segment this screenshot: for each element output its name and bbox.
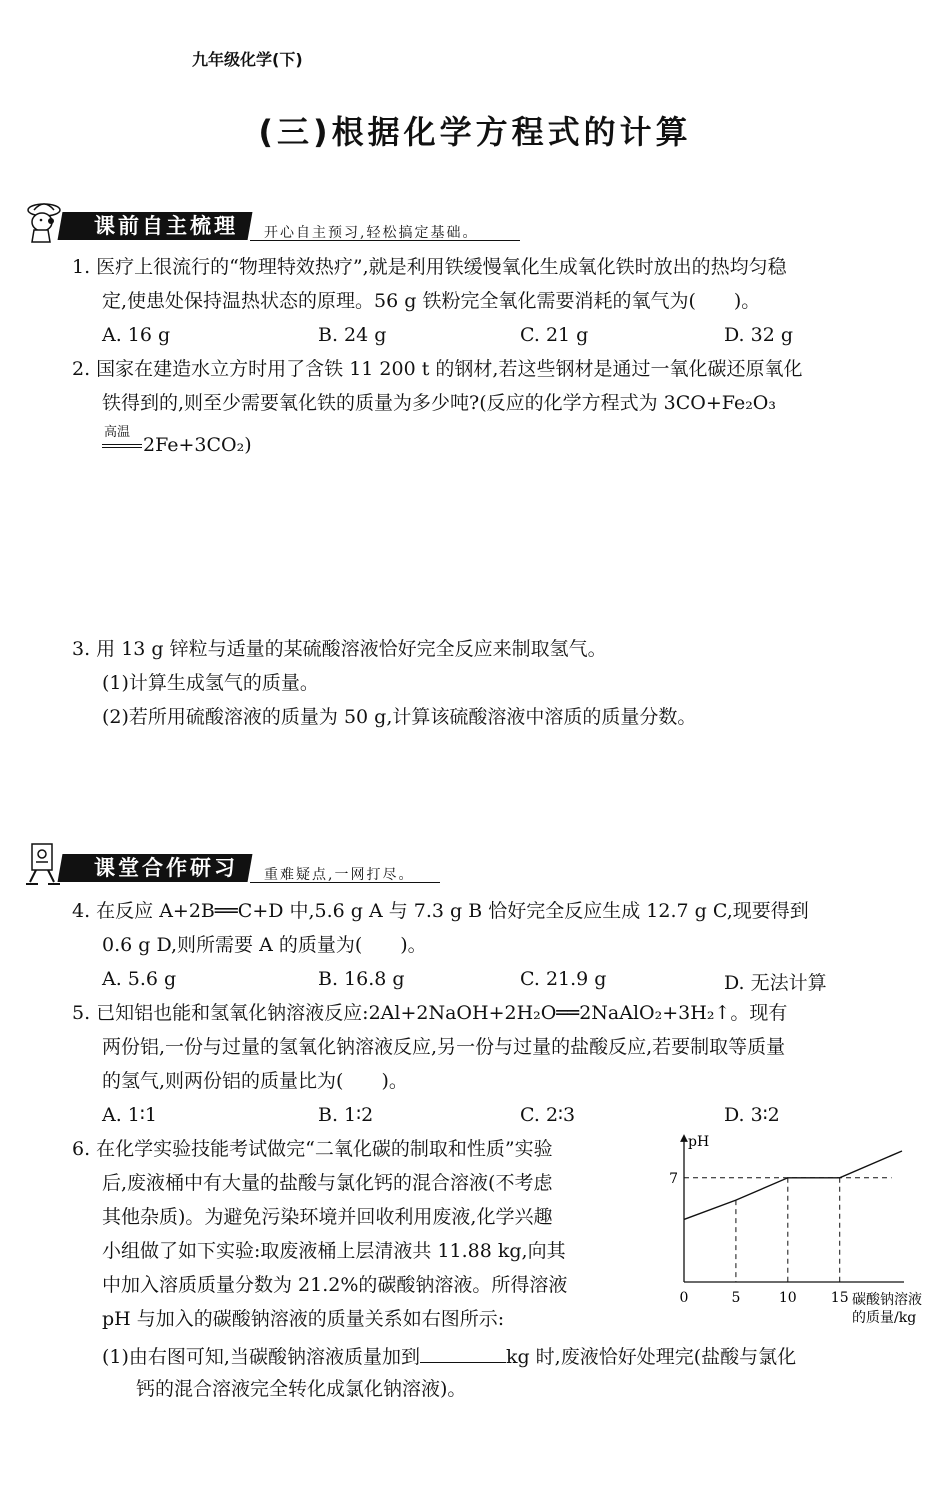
- q6-line1: 6. 在化学实验技能考试做完“二氧化碳的制取和性质”实验: [72, 1138, 553, 1160]
- q6-line5: 中加入溶质质量分数为 21.2%的碳酸钠溶液。所得溶液: [102, 1274, 568, 1296]
- q4-line1: 4. 在反应 A+2B══C+D 中,5.6 g A 与 7.3 g B 恰好完全反应生成 12.7 g C,现要得到: [72, 900, 809, 922]
- ph-chart: [664, 1132, 944, 1332]
- section-label: 课前自主梳理: [58, 212, 253, 240]
- q2-condition: 高温: [104, 425, 131, 440]
- q4-option-d: D. 无法计算: [724, 972, 827, 994]
- q5-option-c: C. 2∶3: [520, 1104, 576, 1126]
- x-axis-label-line1: 碳酸钠溶液: [852, 1292, 922, 1308]
- q4-option-a: A. 5.6 g: [102, 968, 177, 990]
- q5-option-a: A. 1∶1: [102, 1104, 157, 1126]
- x-tick-label: 10: [778, 1290, 797, 1306]
- q6-sub1-post: kg 时,废液恰好处理完(盐酸与氯化: [505, 1346, 797, 1368]
- q4-line2: 0.6 g D,则所需要 A 的质量为( )。: [102, 934, 427, 956]
- section-subtitle: 开心自主预习,轻松搞定基础。: [264, 225, 479, 241]
- q1-line2: 定,使患处保持温热状态的原理。56 g 铁粉完全氧化需要消耗的氧气为( )。: [102, 290, 761, 312]
- equals-sign: [102, 444, 142, 448]
- q5-line2: 两份铝,一份与过量的氢氧化钠溶液反应,另一份与过量的盐酸反应,若要制取等质量: [102, 1036, 786, 1058]
- book-header: 九年级化学(下): [192, 50, 303, 69]
- x-axis-label-line2: 的质量/kg: [852, 1310, 917, 1326]
- q1-option-d: D. 32 g: [724, 324, 794, 346]
- q6-line4: 小组做了如下实验:取废液桶上层清液共 11.88 kg,向其: [102, 1240, 566, 1262]
- q5-line1: 5. 已知铝也能和氢氧化钠溶液反应:2Al+2NaOH+2H₂O══2NaAlO₂+3H₂↑。现有: [72, 1002, 788, 1024]
- q5-option-d: D. 3∶2: [724, 1104, 780, 1126]
- q5-line3: 的氢气,则两份铝的质量比为( )。: [102, 1070, 408, 1092]
- section-label: 课堂合作研习: [58, 854, 253, 882]
- q1-option-b: B. 24 g: [318, 324, 387, 346]
- q5-option-b: B. 1∶2: [318, 1104, 374, 1126]
- q6-sub1: [102, 1346, 796, 1367]
- q6-sub1-line2: 钙的混合溶液完全转化成氯化钠溶液)。: [136, 1378, 467, 1400]
- q6-sub1-pre: (1)由右图可知,当碳酸钠溶液质量加到: [102, 1346, 420, 1368]
- section-banner-preview: [0, 208, 950, 242]
- q2-line2: 铁得到的,则至少需要氧化铁的质量为多少吨?(反应的化学方程式为 3CO+Fe₂O₃: [102, 392, 777, 414]
- q1-line1: 1. 医疗上很流行的“物理特效热疗”,就是利用铁缓慢氧化生成氧化铁时放出的热均匀稳: [72, 256, 787, 278]
- q3-line1: 3. 用 13 g 锌粒与适量的某硫酸溶液恰好完全反应来制取氢气。: [72, 638, 607, 660]
- q6-line2: 后,废液桶中有大量的盐酸与氯化钙的混合溶液(不考虑: [102, 1172, 553, 1194]
- q2-line1: 2. 国家在建造水立方时用了含铁 11 200 t 的钢材,若这些钢材是通过一氧化碳还原氧化: [72, 358, 803, 380]
- q6-line6: pH 与加入的碳酸钠溶液的质量关系如右图所示:: [102, 1308, 505, 1330]
- q1-option-a: A. 16 g: [102, 324, 171, 346]
- q1-option-c: C. 21 g: [520, 324, 589, 346]
- x-tick-label: 5: [731, 1290, 741, 1306]
- ph-series-line: [684, 1151, 902, 1219]
- x-tick-label: 0: [679, 1290, 689, 1306]
- page-title: (三)根据化学方程式的计算: [258, 113, 692, 151]
- q3-line3: (2)若所用硫酸溶液的质量为 50 g,计算该硫酸溶液中溶质的质量分数。: [102, 706, 697, 728]
- section-subtitle: 重难疑点,一网打尽。: [264, 867, 415, 883]
- y-axis-label: pH: [688, 1134, 710, 1150]
- x-tick-label: 15: [830, 1290, 849, 1306]
- section-banner-classwork: [0, 850, 950, 884]
- answer-blank[interactable]: [420, 1346, 506, 1363]
- y-tick-label: 7: [669, 1170, 678, 1187]
- q6-line3: 其他杂质)。为避免污染环境并回收利用废液,化学兴趣: [102, 1206, 553, 1228]
- q4-option-b: B. 16.8 g: [318, 968, 405, 990]
- q4-option-c: C. 21.9 g: [520, 968, 607, 990]
- q3-line2: (1)计算生成氢气的质量。: [102, 672, 319, 694]
- q2-line3: 2Fe+3CO₂): [143, 434, 252, 456]
